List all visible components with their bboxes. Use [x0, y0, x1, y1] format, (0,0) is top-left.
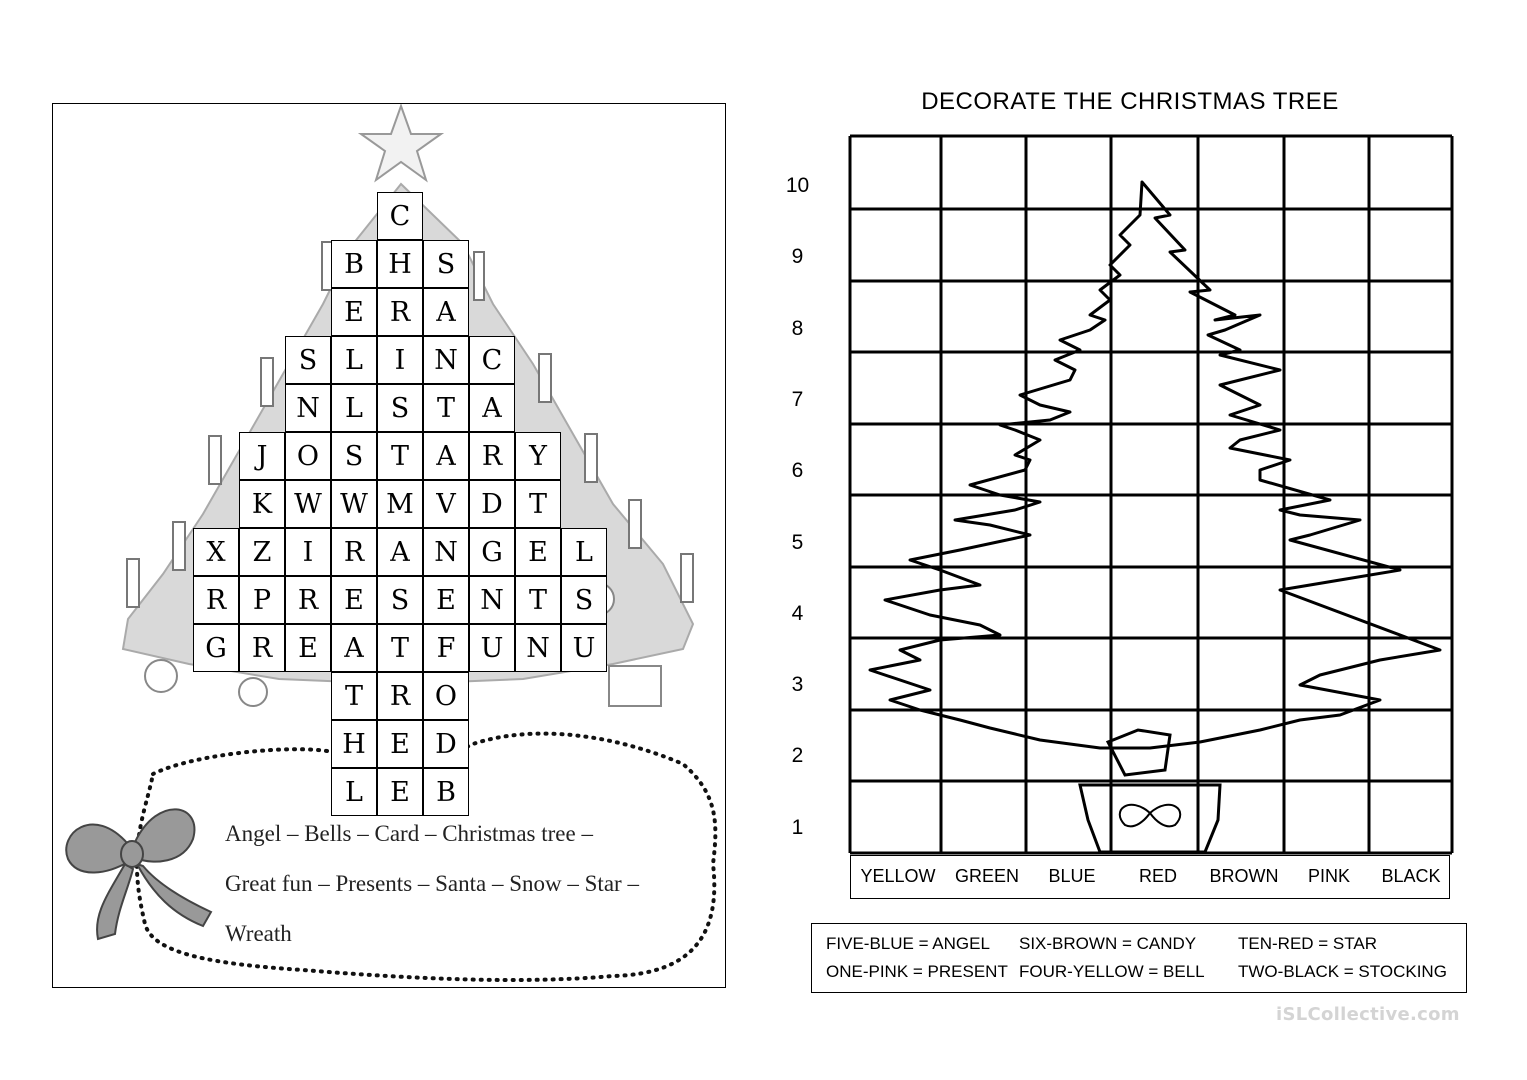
letter-cell[interactable]: A	[423, 432, 469, 480]
letter-cell[interactable]: C	[377, 192, 423, 240]
pot-bow-icon	[1120, 805, 1180, 827]
letter-cell[interactable]: R	[377, 672, 423, 720]
y-axis-label: 4	[791, 601, 804, 625]
letter-cell[interactable]: S	[377, 384, 423, 432]
wordsearch-panel	[52, 103, 726, 988]
legend-text: TWO-BLACK = STOCKING	[1238, 962, 1447, 981]
letter-cell[interactable]: I	[377, 336, 423, 384]
letter-cell[interactable]: L	[331, 384, 377, 432]
letter-cell[interactable]: R	[285, 576, 331, 624]
legend-text: SIX-BROWN = CANDY	[1019, 934, 1197, 953]
letter-cell[interactable]: D	[423, 720, 469, 768]
letter-cell[interactable]: E	[331, 576, 377, 624]
legend-text: ONE-PINK = PRESENT	[826, 962, 1008, 981]
letter-cell[interactable]: U	[469, 624, 515, 672]
letter-cell[interactable]: J	[239, 432, 285, 480]
color-label: BLUE	[1048, 866, 1096, 886]
graph-title: DECORATE THE CHRISTMAS TREE	[921, 88, 1339, 115]
letter-cell[interactable]: L	[331, 768, 377, 816]
letter-cell[interactable]: R	[193, 576, 239, 624]
y-axis-label: 1	[791, 815, 804, 839]
letter-cell[interactable]: S	[377, 576, 423, 624]
letter-cell[interactable]: A	[377, 528, 423, 576]
letter-cell[interactable]: W	[331, 480, 377, 528]
letter-cell[interactable]: X	[193, 528, 239, 576]
letter-cell[interactable]: P	[239, 576, 285, 624]
color-label: GREEN	[954, 866, 1019, 886]
letter-cell[interactable]: E	[423, 576, 469, 624]
letter-cell[interactable]: T	[423, 384, 469, 432]
letter-cell[interactable]: Z	[239, 528, 285, 576]
letter-cell[interactable]: D	[469, 480, 515, 528]
letter-cell[interactable]: G	[469, 528, 515, 576]
legend-text: FIVE-BLUE = ANGEL	[826, 934, 990, 953]
word-list-line-1: Angel – Bells – Card – Christmas tree –	[225, 821, 593, 846]
letter-cell[interactable]: E	[285, 624, 331, 672]
letter-cell[interactable]: L	[331, 336, 377, 384]
word-list-line-3: Wreath	[225, 921, 292, 946]
color-labels-row	[850, 855, 1450, 899]
letter-cell[interactable]: H	[377, 240, 423, 288]
color-label: YELLOW	[860, 866, 936, 886]
y-axis-label: 3	[791, 673, 804, 697]
letter-cell[interactable]: I	[285, 528, 331, 576]
letter-cell[interactable]: A	[469, 384, 515, 432]
letter-cell[interactable]: S	[561, 576, 607, 624]
letter-cell[interactable]: F	[423, 624, 469, 672]
letter-cell[interactable]: K	[239, 480, 285, 528]
legend-box	[811, 923, 1467, 993]
watermark: iSLCollective.com	[1276, 1004, 1460, 1025]
letter-cell[interactable]: C	[469, 336, 515, 384]
letter-cell[interactable]: A	[331, 624, 377, 672]
letter-cell[interactable]: Y	[515, 432, 561, 480]
letter-cell[interactable]: R	[469, 432, 515, 480]
letter-cell[interactable]: S	[285, 336, 331, 384]
tree-outline	[870, 182, 1440, 748]
coordinate-grid	[840, 130, 1460, 860]
legend-text: TEN-RED = STAR	[1238, 934, 1378, 953]
letter-grid	[53, 104, 725, 987]
letter-cell[interactable]: B	[423, 768, 469, 816]
letter-cell[interactable]: T	[515, 480, 561, 528]
letter-cell[interactable]: N	[515, 624, 561, 672]
legend-text: FOUR-YELLOW = BELL	[1019, 962, 1205, 981]
letter-cell[interactable]: W	[285, 480, 331, 528]
color-label: BROWN	[1209, 866, 1279, 886]
y-axis-label: 8	[791, 316, 804, 340]
letter-cell[interactable]: T	[515, 576, 561, 624]
color-label: BLACK	[1381, 866, 1441, 886]
letter-cell[interactable]: L	[561, 528, 607, 576]
letter-cell[interactable]: N	[423, 528, 469, 576]
letter-cell[interactable]: B	[331, 240, 377, 288]
letter-cell[interactable]: T	[331, 672, 377, 720]
letter-cell[interactable]: E	[377, 768, 423, 816]
word-list-line-2: Great fun – Presents – Santa – Snow – Star –	[225, 871, 639, 896]
letter-cell[interactable]: N	[469, 576, 515, 624]
letter-cell[interactable]: O	[285, 432, 331, 480]
y-axis-label: 2	[791, 744, 804, 768]
letter-cell[interactable]: T	[377, 624, 423, 672]
letter-cell[interactable]: V	[423, 480, 469, 528]
letter-cell[interactable]: G	[193, 624, 239, 672]
y-axis-label: 5	[791, 530, 804, 554]
letter-cell[interactable]: E	[331, 288, 377, 336]
letter-cell[interactable]: O	[423, 672, 469, 720]
y-axis-label: 10	[785, 174, 810, 197]
letter-cell[interactable]: E	[515, 528, 561, 576]
y-axis-label: 9	[791, 245, 804, 269]
letter-cell[interactable]: R	[377, 288, 423, 336]
letter-cell[interactable]: S	[423, 240, 469, 288]
y-axis-label: 6	[791, 459, 804, 483]
letter-cell[interactable]: H	[331, 720, 377, 768]
letter-cell[interactable]: N	[285, 384, 331, 432]
letter-cell[interactable]: T	[377, 432, 423, 480]
letter-cell[interactable]: M	[377, 480, 423, 528]
color-label: RED	[1138, 866, 1177, 886]
color-label: PINK	[1307, 866, 1350, 886]
letter-cell[interactable]: A	[423, 288, 469, 336]
letter-cell[interactable]: R	[331, 528, 377, 576]
letter-cell[interactable]: U	[561, 624, 607, 672]
letter-cell[interactable]: E	[377, 720, 423, 768]
letter-cell[interactable]: S	[331, 432, 377, 480]
letter-cell[interactable]: R	[239, 624, 285, 672]
y-axis-label: 7	[791, 387, 804, 411]
letter-cell[interactable]: N	[423, 336, 469, 384]
